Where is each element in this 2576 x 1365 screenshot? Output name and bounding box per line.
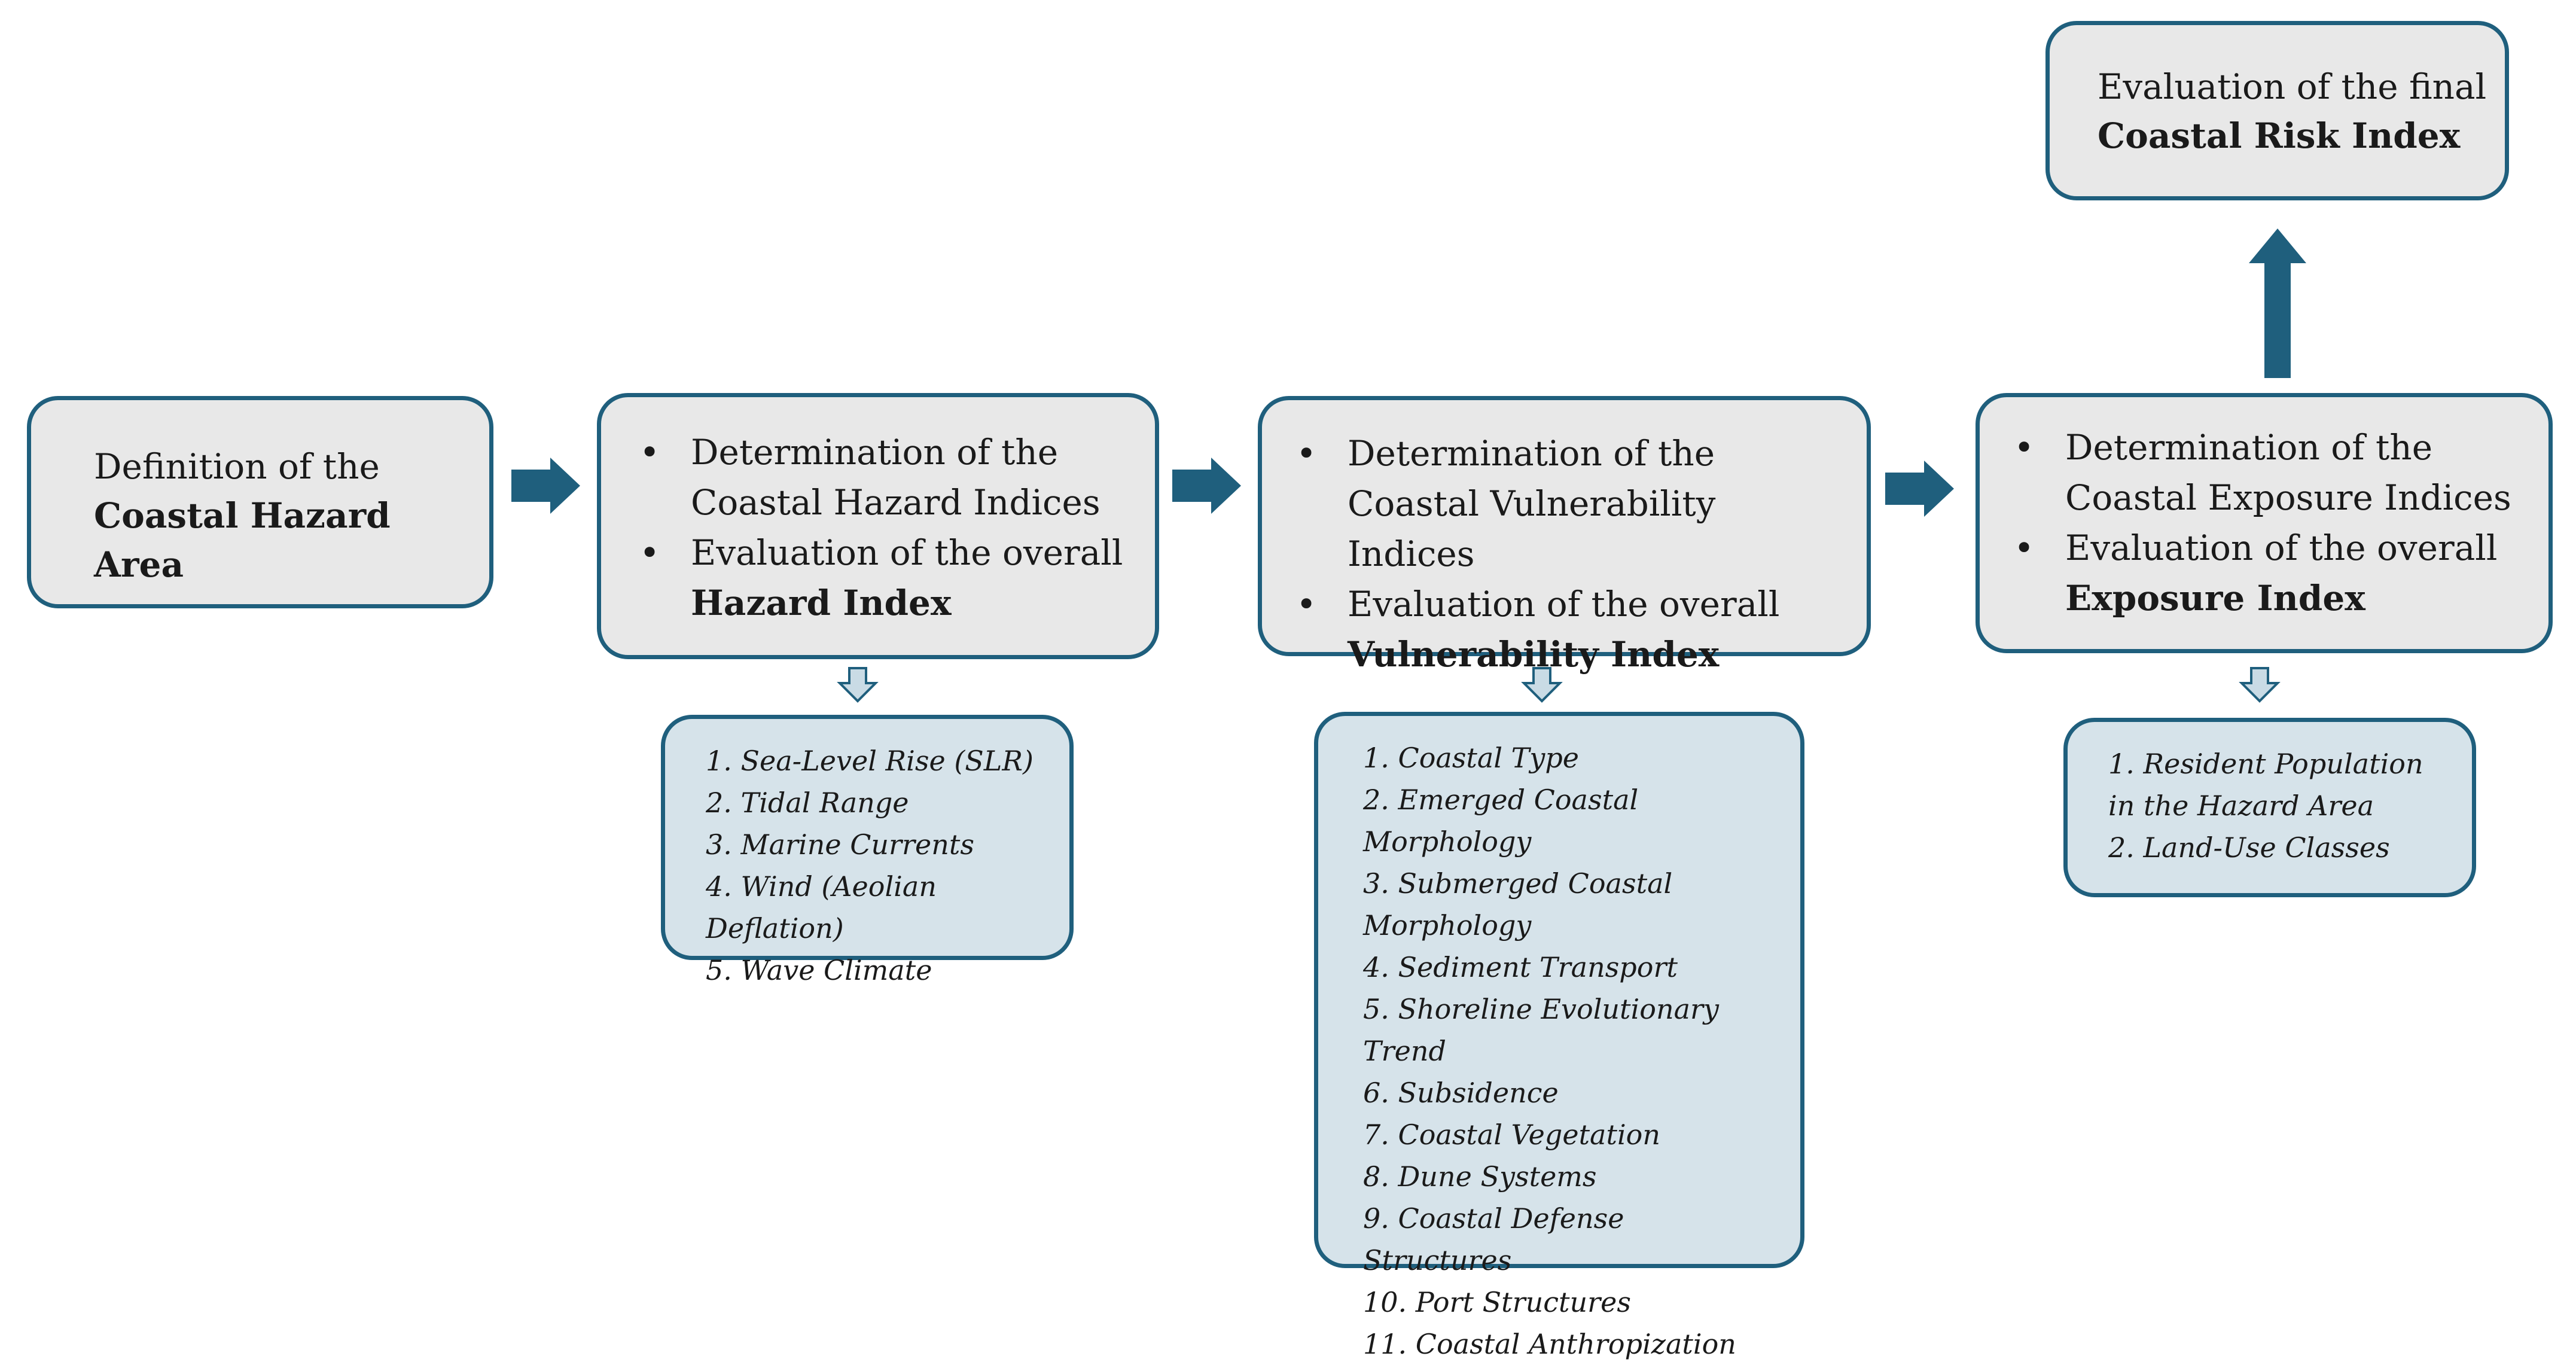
hazard-index-bullet-2: • Evaluation of the overall Hazard Index [638, 528, 1129, 628]
list-item: 1. Coastal Type [1363, 742, 1580, 774]
list-item: 3. Submerged Coastal Morphology [1363, 867, 1673, 942]
hazard-area-line2: Coastal Hazard Area [94, 495, 391, 585]
list-item: 1. Resident Population in the Hazard Area [2108, 748, 2423, 822]
risk-index-line2: Coastal Risk Index [2098, 115, 2461, 156]
exposure-indices-list [2108, 743, 2443, 869]
exposure-index-bullets [2013, 422, 2539, 623]
arrow-hazard-to-list [840, 668, 876, 701]
arrow-area-to-hazard [511, 458, 580, 514]
hazard-area-line1: Definition of the [94, 446, 380, 487]
list-item: 5. Shoreline Evolutionary Trend [1363, 993, 1719, 1067]
vulnerability-index-label: Vulnerability Index [1348, 634, 1720, 675]
hazard-area-text [94, 442, 489, 589]
list-item: 7. Coastal Vegetation [1363, 1119, 1660, 1151]
vulnerability-index-bullets [1295, 428, 1851, 680]
arrow-vulnerability-to-exposure [1885, 461, 1954, 517]
vulnerability-indices-list-box [1314, 712, 1804, 1360]
hazard-index-bullets [638, 427, 1129, 628]
list-item: 11. Coastal Anthropization [1363, 1328, 1736, 1360]
hazard-index-box [597, 393, 1159, 659]
list-item: 4. Sediment Transport [1363, 951, 1678, 983]
hazard-area-box [27, 396, 493, 608]
risk-index-line1: Evaluation of the final [2098, 66, 2487, 107]
list-item: 1. Sea-Level Rise (SLR) [706, 745, 1034, 777]
exposure-indices-list-box [2063, 718, 2476, 897]
arrow-hazard-to-vulnerability [1172, 458, 1241, 514]
arrow-exposure-to-list [2242, 668, 2278, 701]
list-item: 2. Emerged Coastal Morphology [1363, 784, 1639, 858]
list-item: 2. Land-Use Classes [2108, 831, 2390, 864]
hazard-indices-list-box [661, 715, 1074, 986]
risk-index-box [2045, 21, 2509, 200]
vulnerability-index-box [1258, 396, 1871, 675]
vulnerability-index-bullet-1: • Determination of the Coastal Vulnerability Indices [1295, 428, 1851, 579]
risk-index-text [2098, 62, 2486, 160]
list-item: 8. Dune Systems [1363, 1160, 1597, 1193]
hazard-index-bullet-1: • Determination of the Coastal Hazard Indices [638, 427, 1129, 528]
arrow-exposure-to-risk [2249, 228, 2306, 378]
exposure-index-bullet-1: • Determination of the Coastal Exposure Indices [2013, 422, 2539, 523]
vulnerability-index-bullet-2: • Evaluation of the overall Vulnerability Index [1295, 579, 1851, 680]
vulnerability-indices-list [1363, 737, 1776, 1365]
list-item: 4. Wind (Aeolian Deflation) [706, 870, 937, 944]
hazard-index-label: Hazard Index [691, 583, 952, 623]
list-item: 5. Wave Climate [706, 954, 932, 986]
list-item: 10. Port Structures [1363, 1286, 1631, 1318]
exposure-index-label: Exposure Index [2065, 578, 2365, 618]
exposure-index-bullet-2: • Evaluation of the overall Exposure Index [2013, 523, 2539, 623]
exposure-index-box [1976, 393, 2553, 653]
hazard-indices-list [706, 740, 1065, 991]
list-item: 3. Marine Currents [706, 828, 974, 861]
list-item: 2. Tidal Range [706, 787, 909, 819]
list-item: 6. Subsidence [1363, 1077, 1559, 1109]
list-item: 9. Coastal Defense Structures [1363, 1202, 1624, 1276]
